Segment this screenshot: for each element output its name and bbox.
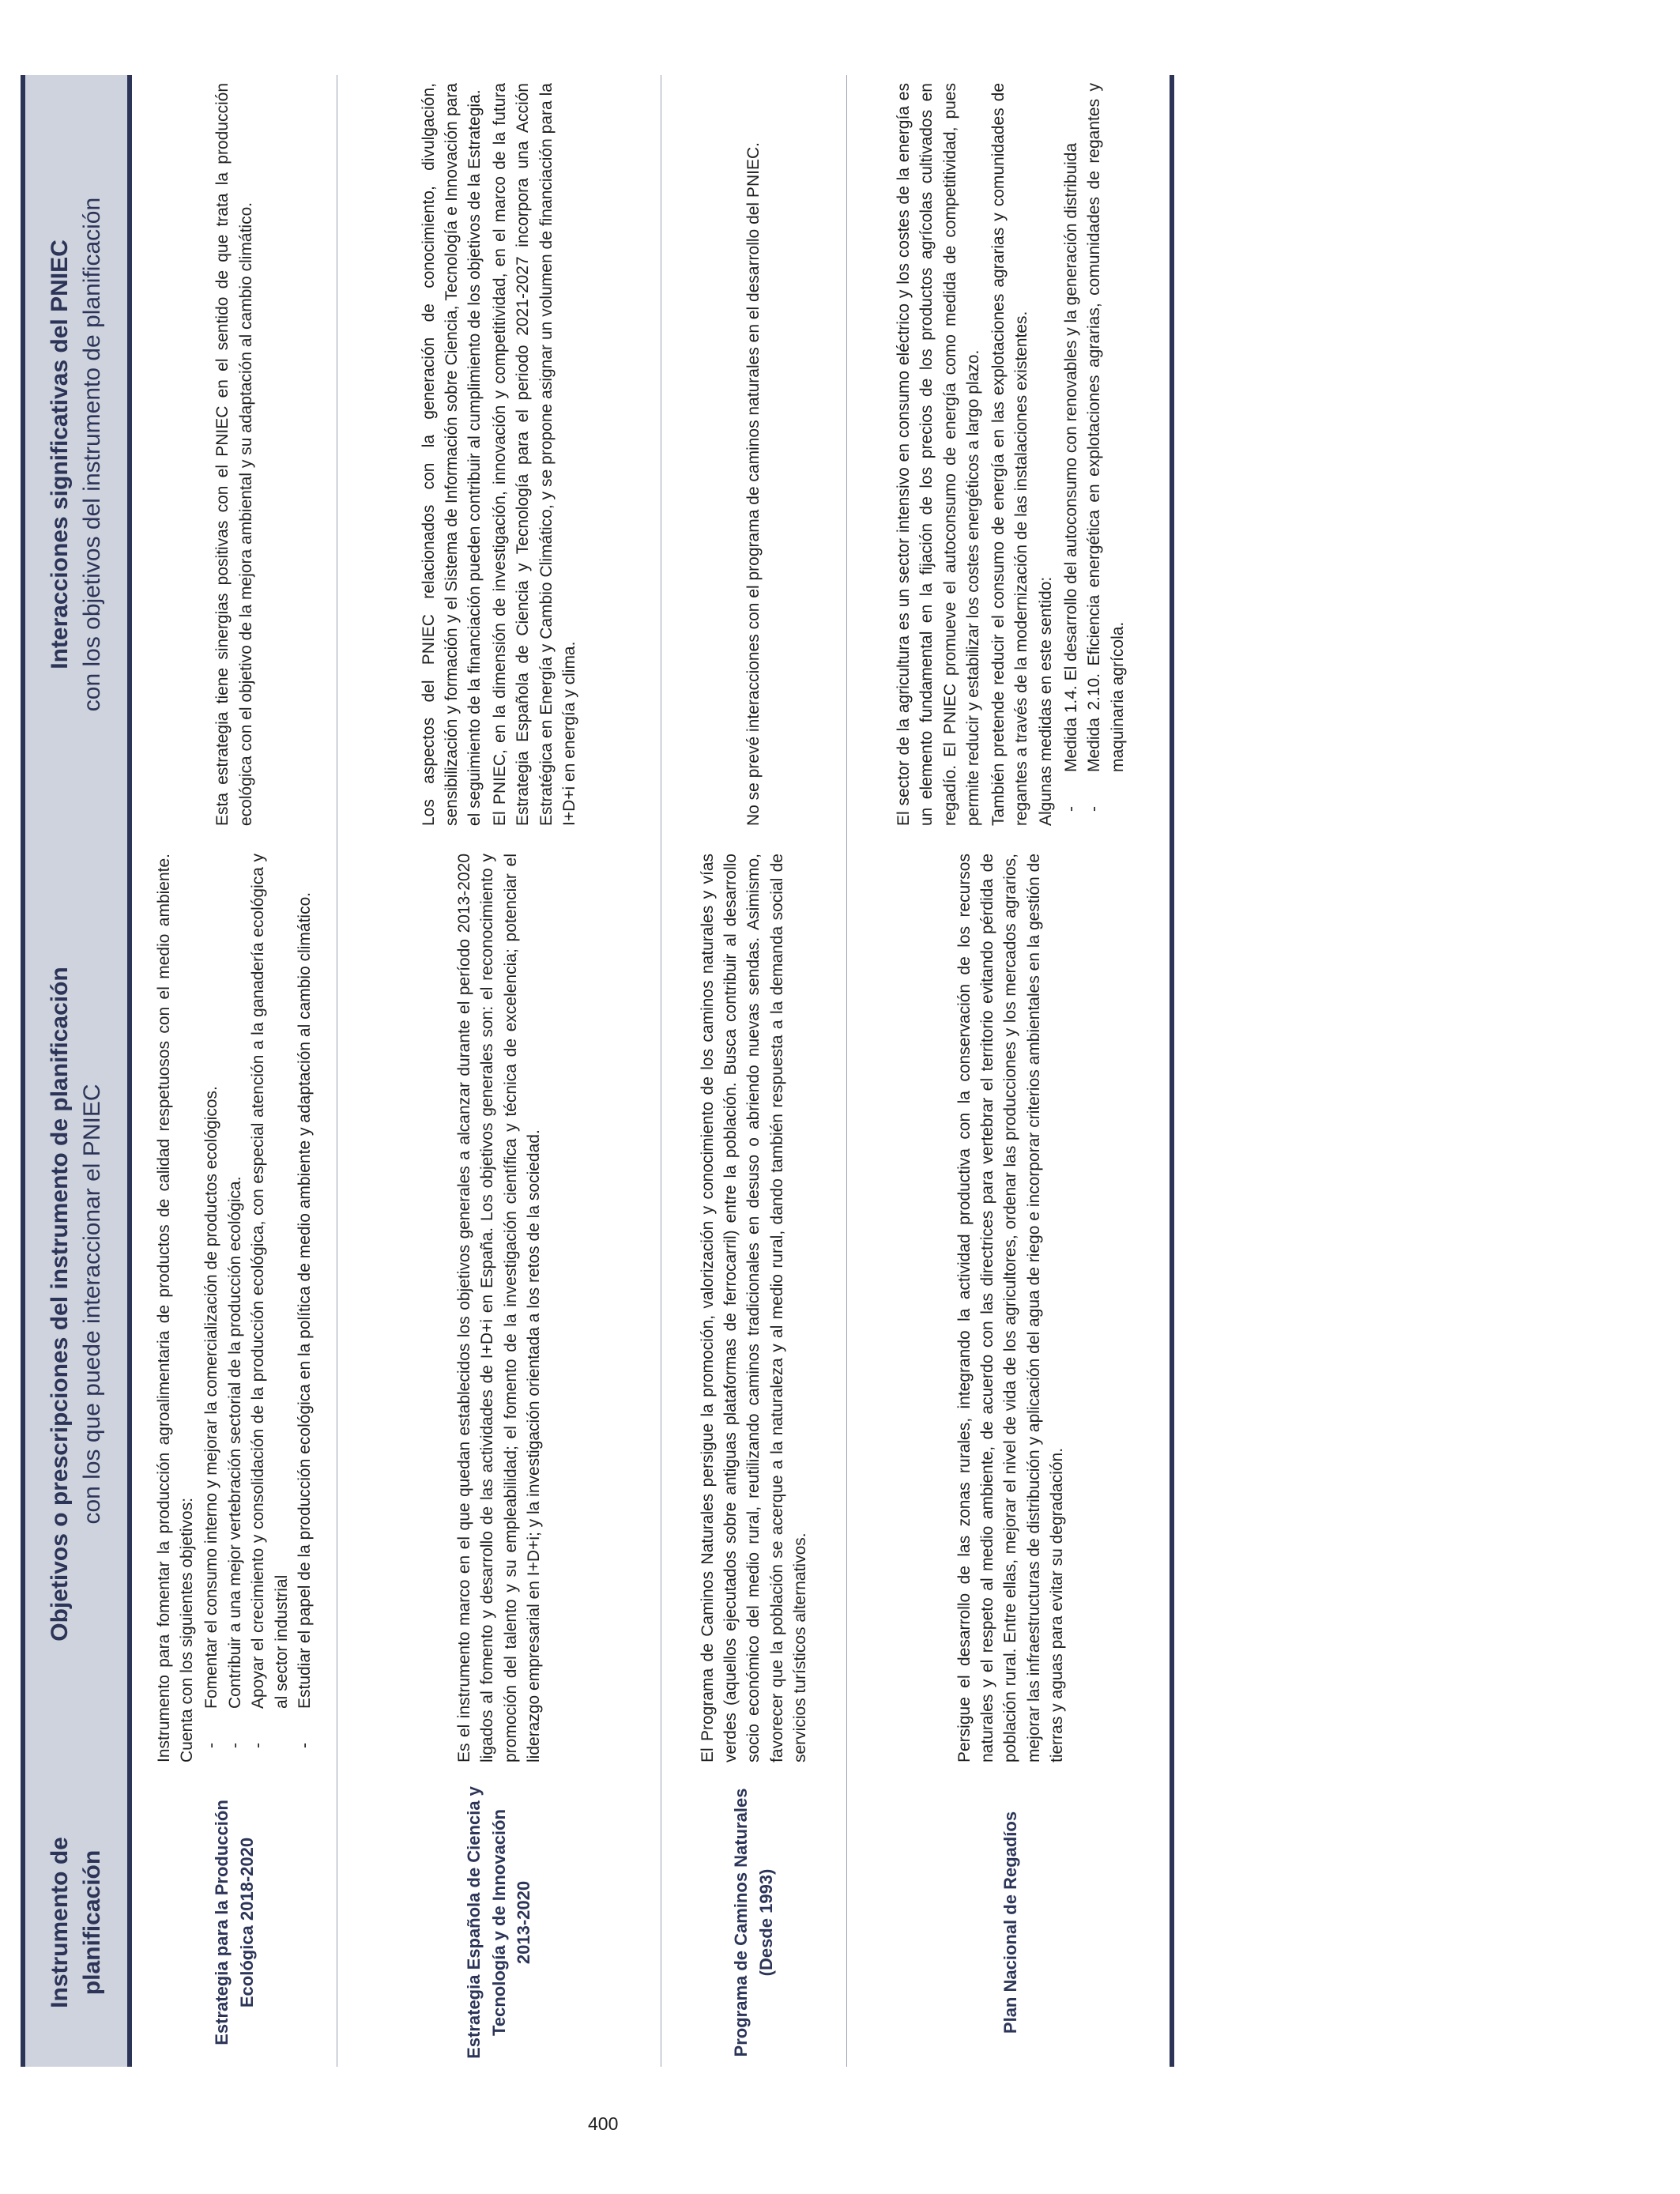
table-row bbox=[337, 75, 661, 2067]
interactions-cell bbox=[661, 83, 846, 826]
list-item: - Contribuir a una mejor vertebración sectorial de la producción ecológica. bbox=[224, 854, 247, 1762]
table-row bbox=[847, 75, 1174, 2067]
interactions-text: También pretende reducir el consumo de energía en las explotaciones agrarias y comunidades de regantes a través de la modernización de las instalaciones existentes. bbox=[989, 83, 1030, 826]
interactions-cell bbox=[337, 83, 661, 826]
table-row bbox=[132, 75, 337, 2067]
list-item: - Medida 2.10. Eficiencia energética en explotaciones agrarias, comunidades de regantes y maquinaria agrícola. bbox=[1083, 83, 1129, 826]
objectives-text: Es el instrumento marco en el que quedan establecidos los objetivos generales a alcanzar durante el período 2013-2020 ligados al fomento y desarrollo de las actividades de I+D+i en España. Los objetivos generales son: el reconocimiento y promoción del talento y su empleabilidad; el fomento de la investigación científica y técnica de excelencia; potenciar el liderazgo empresarial en I+D+i; y la investigación orientada a los retos de la sociedad. bbox=[454, 854, 543, 1762]
instrument-name-cell bbox=[337, 1786, 661, 2059]
table-header bbox=[25, 75, 132, 2067]
page-number: 400 bbox=[588, 2113, 619, 2134]
instrument-name: Estrategia para la Producción Ecológica 2018-2020 bbox=[211, 1800, 257, 2045]
header-col-objectives bbox=[25, 846, 127, 1762]
list-item: - Fomentar el consumo interno y mejorar la comercialización de productos ecológicos. bbox=[200, 854, 223, 1762]
planning-instruments-table bbox=[21, 75, 1174, 2067]
header-objectives-line1: Objetivos o prescripciones del instrumento de planificación bbox=[47, 967, 73, 1642]
header-interactions-line1: Interacciones significativas del PNIEC bbox=[47, 239, 73, 669]
instrument-name: Programa de Caminos Naturales (Desde 1993) bbox=[731, 1788, 776, 2057]
objectives-text: El Programa de Caminos Naturales persigue la promoción, valorización y conocimiento de los caminos naturales y vías verdes (aquellos ejecutados sobre antiguas plataformas de ferrocarril) entre la población. Busca contribuir al desarrollo socio económico del medio rural, reutilizando caminos tradicionales en desuso o abriendo nuevas sendas. Asimismo, favorecer que la población se acerque a la naturaleza y al medio rural, dando también respuesta a la demanda social de servicios turísticos alternativos. bbox=[698, 854, 810, 1762]
header-instrument-label: Instrumento de planificación bbox=[47, 1837, 105, 2008]
objectives-cell bbox=[847, 846, 1174, 1762]
objectives-cell bbox=[337, 846, 661, 1762]
instrument-name: Estrategia Española de Ciencia y Tecnología y de Innovación 2013-2020 bbox=[463, 1786, 534, 2059]
objectives-list bbox=[200, 854, 316, 1762]
interactions-text: Algunas medidas en este sentido: bbox=[1037, 576, 1056, 826]
instrument-name: Plan Nacional de Regadíos bbox=[1000, 1811, 1021, 2034]
table-row bbox=[661, 75, 847, 2067]
objectives-cell bbox=[132, 846, 337, 1762]
header-objectives-line2: con los que puede interaccionar el PNIEC bbox=[78, 1084, 105, 1525]
instrument-name-cell bbox=[132, 1786, 337, 2059]
interactions-text: El sector de la agricultura es un sector intensivo en consumo eléctrico y los costes de la energía es un elemento fundamental en la fijación de los precios de los productos agrícolas cultivados en regadío. El PNIEC promueve el autoconsumo de energía como medida de competitividad, pues permite reducir y estabilizar los costes energéticos a largo plazo. bbox=[895, 83, 983, 826]
objectives-text: Instrumento para fomentar la producción agroalimentaria de productos de calidad respetuosos con el medio ambiente. Cuenta con los siguientes objetivos: bbox=[154, 854, 197, 1762]
header-col-instrument bbox=[25, 1786, 127, 2059]
header-interactions-line2: con los objetivos del instrumento de planificación bbox=[78, 197, 105, 712]
interactions-text: Los aspectos del PNIEC relacionados con la generación de conocimiento, divulgación, sensibilización y formación y el Sistema de Información sobre Ciencia, Tecnología e Innovación para el seguimiento de la financiación pueden contribuir al cumplimiento de los objetivos de la Estrategia. bbox=[419, 83, 484, 826]
interactions-text: Esta estrategia tiene sinergias positivas con el PNIEC en el sentido de que trata la producción ecológica con el objetivo de la mejora ambiental y su adaptación al cambio climático. bbox=[213, 83, 255, 826]
interactions-cell bbox=[847, 83, 1174, 826]
header-col-interactions bbox=[25, 83, 127, 826]
instrument-name-cell bbox=[847, 1786, 1174, 2059]
list-item: - Medida 1.4. El desarrollo del autoconsumo con renovables y la generación distribuida bbox=[1060, 83, 1083, 826]
measures-list bbox=[1060, 83, 1129, 826]
instrument-name-cell bbox=[661, 1786, 846, 2059]
interactions-text: El PNIEC, en la dimensión de investigación, innovación y competitividad, en el marco de la futura Estrategia Española de Ciencia y Tecnología para el periodo 2021-2027 incorpora una Acción Estratégica en Energía y Cambio Climático, y se propone asignar un volumen de financiación para la I+D+i en energía y clima. bbox=[490, 83, 578, 826]
interactions-cell bbox=[132, 83, 337, 826]
objectives-cell bbox=[661, 846, 846, 1762]
list-item: - Estudiar el papel de la producción ecológica en la política de medio ambiente y adaptación al cambio climático. bbox=[293, 854, 316, 1762]
objectives-text: Persigue el desarrollo de las zonas rurales, integrando la actividad productiva con la conservación de los recursos naturales y el respeto al medio ambiente, de acuerdo con las directrices para vertebrar el territorio evitando pérdida de población rural. Entre ellas, mejorar el nivel de vida de los agricultores, ordenar las producciones y los mercados agrarios, mejorar las infraestructuras de distribución y aplicación del agua de riego e incorporar criterios ambientales en la gestión de tierras y aguas para evitar su degradación. bbox=[955, 854, 1067, 1762]
interactions-text: No se prevé interacciones con el programa de caminos naturales en el desarrollo del PNIEC. bbox=[744, 142, 763, 826]
list-item: - Apoyar el crecimiento y consolidación de la producción ecológica, con especial atención a la ganadería ecológica y al sector industrial bbox=[247, 854, 293, 1762]
